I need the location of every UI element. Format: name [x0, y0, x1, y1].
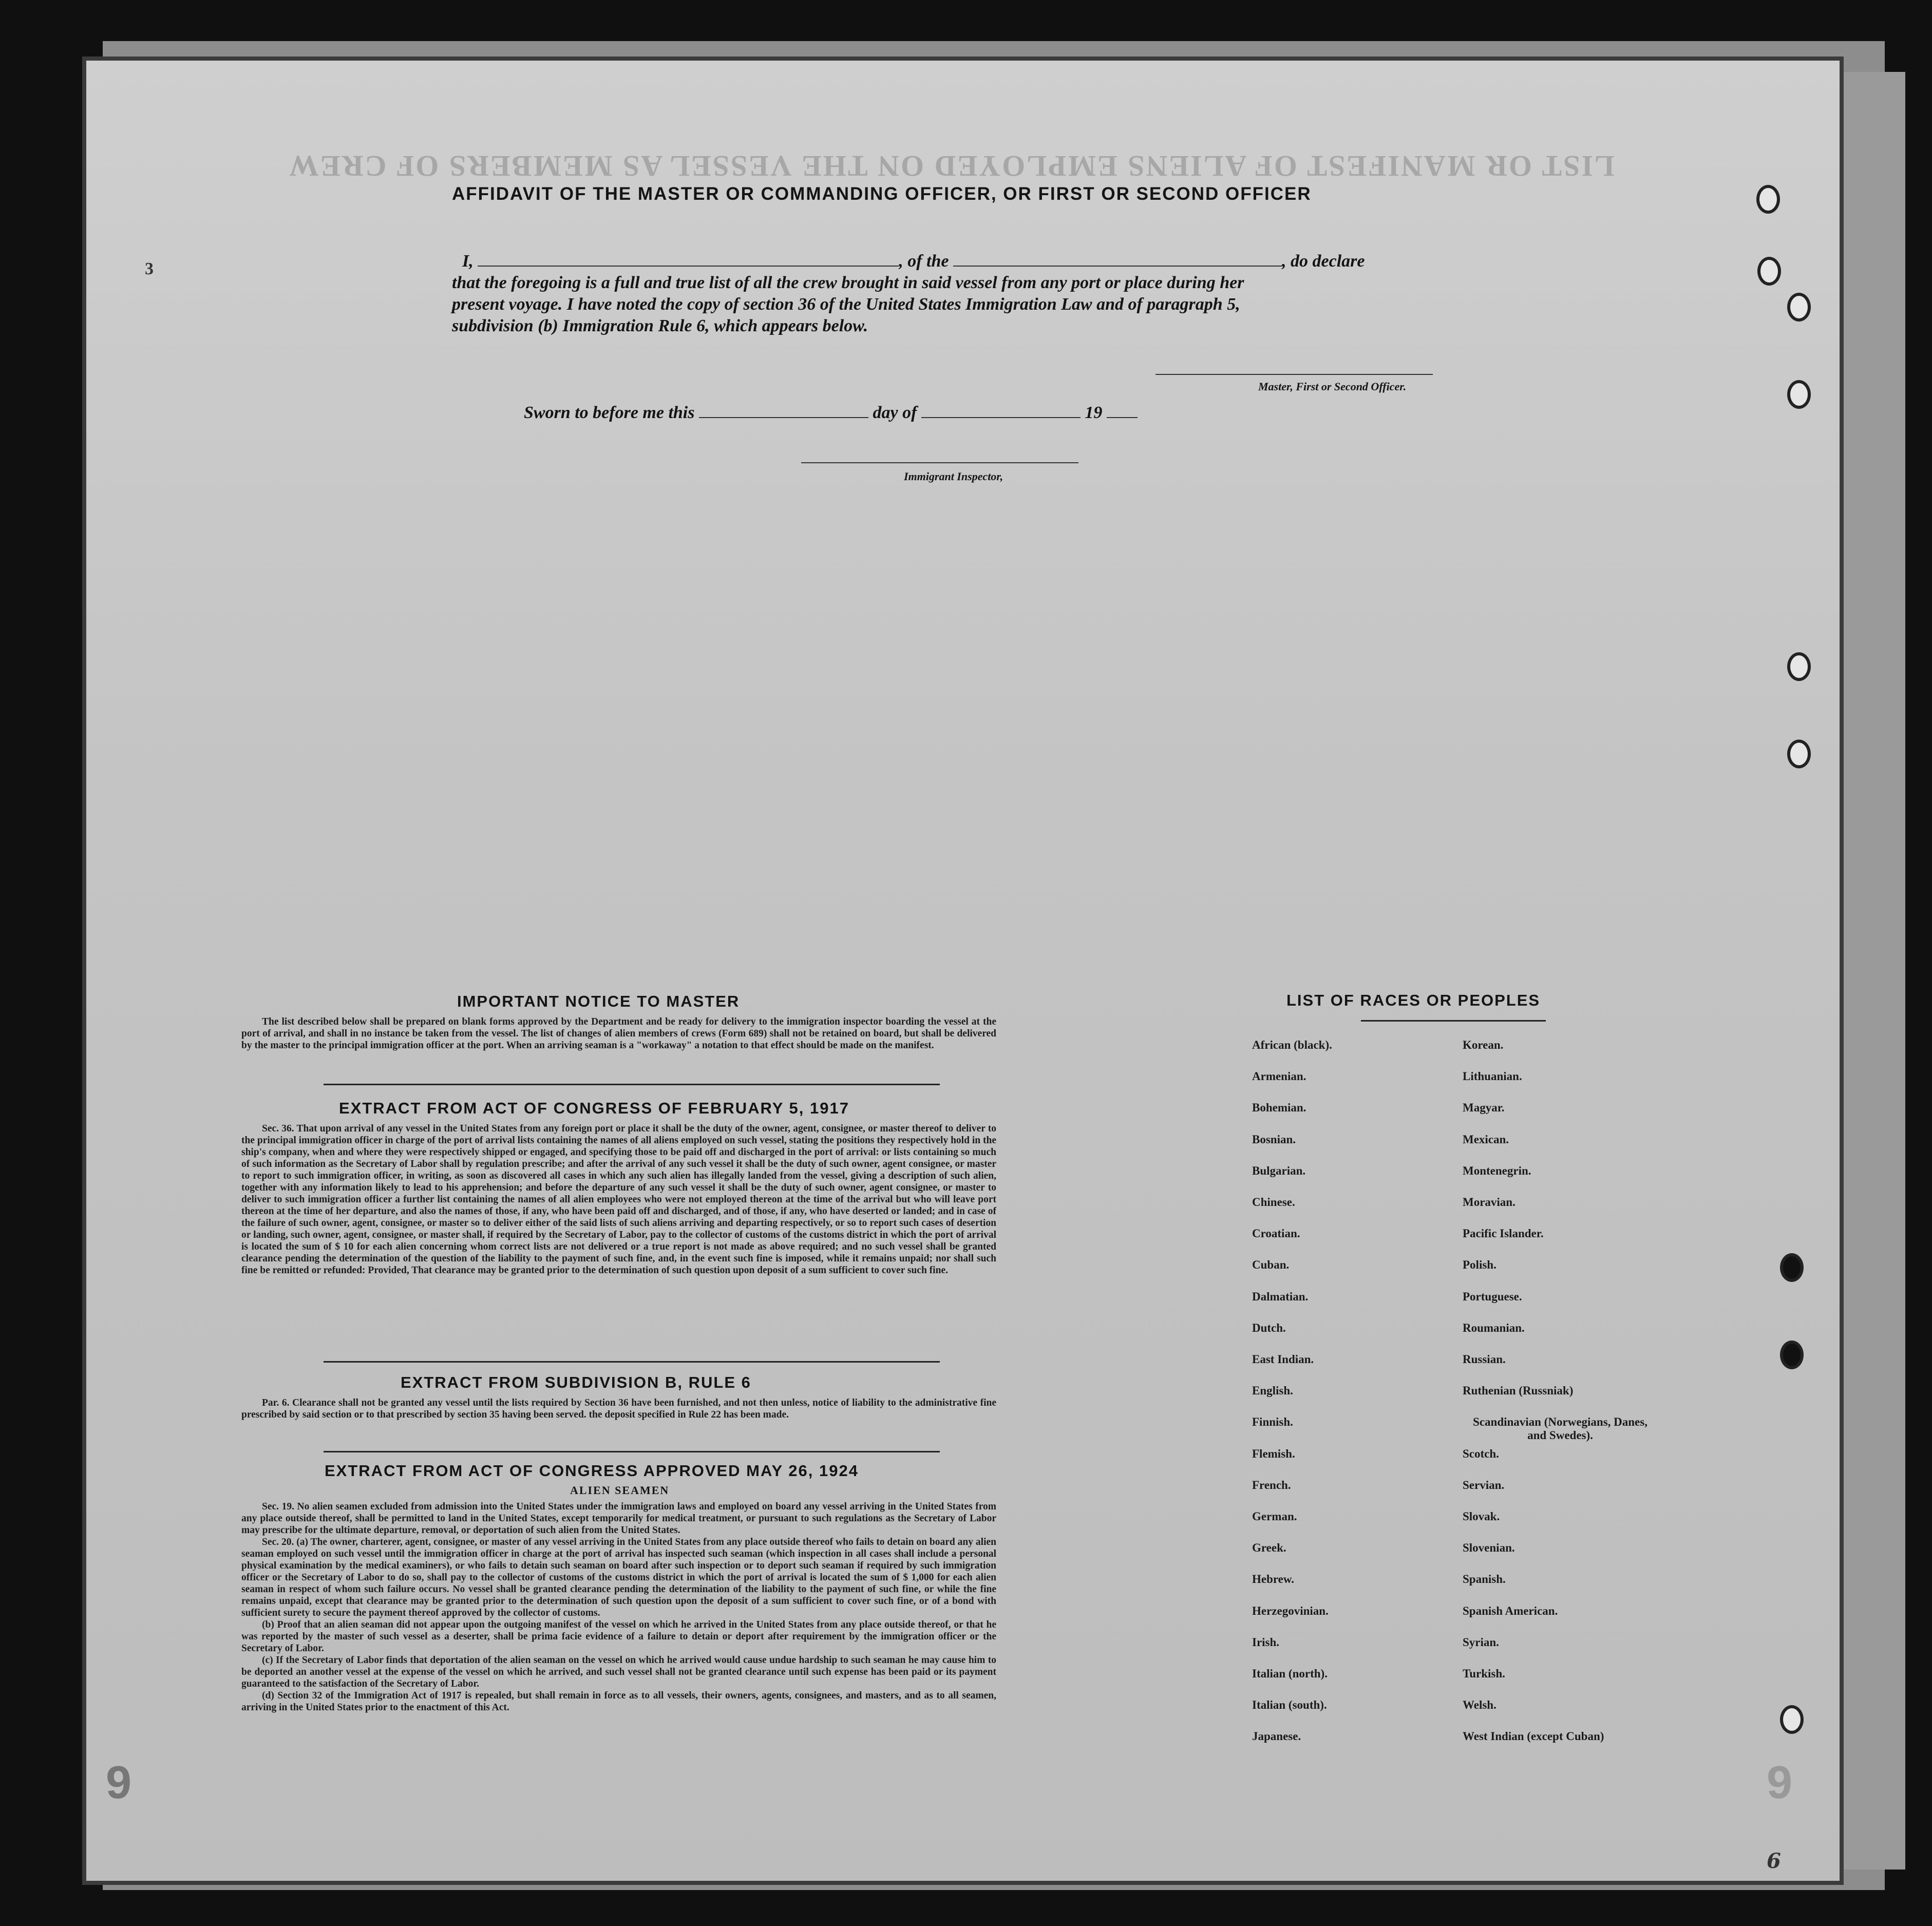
punch-hole: [1780, 1253, 1804, 1282]
race-item: English.: [1252, 1384, 1293, 1398]
race-item: Flemish.: [1252, 1447, 1295, 1460]
extract-1917-title: EXTRACT FROM ACT OF CONGRESS OF FEBRUARY 5, 1917: [339, 1099, 849, 1117]
punch-hole: [1787, 293, 1811, 322]
race-item: Japanese.: [1252, 1730, 1301, 1743]
sec20a-paragraph: Sec. 20. (a) The owner, charterer, agent, consignee, or master of any vessel arriving in the United States from any place outside thereof who fails to detain on board any alien seaman employed on such vessel until the immigration officer in charge at the port of arrival has inspected such seaman (which inspection in all cases shall include a personal physical examination by the medical examiners), or who fails to detain such seaman on board after such inspection or to deport such seaman if required by such immigration officer or the Secretary of Labor to do so, shall pay to the collector of customs of the customs district in which the port of arrival is located the sum of $ 1,000 for each alien seaman in respect of whom such failure occurs. No vessel shall be granted clearance pending the determination of the liability to the payment of such fine, or while the fine remains unpaid, except that clearance may be granted prior to the determination of such question upon the deposit of a sum sufficient to cover such fine, or of a bond with sufficient surety to secure the payment thereof approved by the collector of customs.: [241, 1537, 996, 1618]
race-item: Korean.: [1463, 1038, 1504, 1051]
sec20c-paragraph: (c) If the Secretary of Labor finds that deportation of the alien seaman on the vessel on which he arrived would cause undue hardship to such seaman he may cause him to be deported an another vessel at the expense of the vessel on which he arrived, and such vessel shall not be granted clearance until such expense has been paid or its payment guaranteed to the satisfaction of the Secretary of Labor.: [241, 1655, 996, 1689]
race-item: Spanish American.: [1463, 1604, 1558, 1617]
margin-mark: 3: [145, 259, 154, 278]
race-item: Croatian.: [1252, 1227, 1300, 1240]
rule6-text: [241, 1397, 996, 1421]
race-item: East Indian.: [1252, 1353, 1314, 1366]
race-item: Dutch.: [1252, 1321, 1286, 1334]
race-item: Russian.: [1463, 1353, 1506, 1366]
race-item: Finnish.: [1252, 1415, 1293, 1429]
corner-note: 6: [1767, 1849, 1781, 1873]
race-item: Turkish.: [1463, 1667, 1505, 1680]
race-item: Greek.: [1252, 1541, 1286, 1555]
race-item: Scandinavian (Norwegians, Danes, and Swedes).: [1473, 1415, 1647, 1442]
rule6-paragraph: Par. 6. Clearance shall not be granted any vessel until the lists required by Section 36 have been furnished, and not then unless, notice of liability to the administrative fine prescribed by said section or to that prescribed by section 35 having been served. the deposit specified in Rule 22 has been made.: [241, 1398, 996, 1420]
affidavit-title: AFFIDAVIT OF THE MASTER OR COMMANDING OFFICER, OR FIRST OR SECOND OFFICER: [452, 184, 1312, 204]
sworn-line: [524, 403, 1138, 423]
race-item: Bulgarian.: [1252, 1164, 1306, 1177]
race-item: Dalmatian.: [1252, 1290, 1309, 1303]
bleed-through-heading: LIST OR MANIFEST OF ALIENS EMPLOYED ON THE VESSEL AS MEMBERS OF CREW: [288, 149, 1615, 183]
sworn-year: 19: [1085, 403, 1103, 422]
affidavit-line-4: subdivision (b) Immigration Rule 6, which appears below.: [452, 316, 868, 335]
notice-title: IMPORTANT NOTICE TO MASTER: [457, 992, 740, 1010]
race-item: Servian.: [1463, 1478, 1505, 1491]
race-item: Italian (south).: [1252, 1698, 1327, 1712]
race-item: Hebrew.: [1252, 1573, 1294, 1586]
section-divider: [324, 1084, 940, 1085]
inspector-signature-line[interactable]: [801, 462, 1078, 463]
sworn-prefix: Sworn to before me this: [524, 403, 695, 422]
race-item: Welsh.: [1463, 1698, 1497, 1712]
punch-hole: [1780, 1705, 1804, 1734]
punch-hole: [1787, 380, 1811, 409]
race-item: Scotch.: [1463, 1447, 1499, 1460]
race-item: African (black).: [1252, 1038, 1332, 1051]
race-item: Polish.: [1463, 1258, 1497, 1272]
race-item: Portuguese.: [1463, 1290, 1522, 1303]
sworn-day-of: day of: [873, 403, 917, 422]
race-item: Mexican.: [1463, 1132, 1509, 1146]
extract-1917-text: [241, 1123, 996, 1276]
affidavit-declaration-line: [462, 252, 1365, 271]
race-item: Ruthenian (Russniak): [1463, 1384, 1574, 1398]
race-item: Bosnian.: [1252, 1132, 1296, 1146]
punch-hole: [1787, 652, 1811, 681]
race-item: Spanish.: [1463, 1573, 1506, 1586]
sworn-date-blank[interactable]: [699, 404, 868, 418]
extract-1924-title: EXTRACT FROM ACT OF CONGRESS APPROVED MAY 26, 1924: [325, 1462, 859, 1480]
affidavit-line-2: that the foregoing is a full and true list of all the crew brought in said vessel from any port or place during her: [452, 273, 1244, 292]
affidavit-i: I,: [462, 252, 473, 271]
punch-hole: [1780, 1340, 1804, 1369]
punch-hole: [1757, 257, 1781, 286]
extract-1917-paragraph: Sec. 36. That upon arrival of any vessel in the United States from any foreign port or place it shall be the duty of the owner, agent, consignee, or master thereof to deliver to the principal immigration officer in charge of the port of arrival lists containing the names of all aliens employed on such vessel, stating the positions they respectively hold in the ship's company, when and where they were respectively shipped or engaged, and specifying those to be paid off and discharged in the port of arrival: or lists containing so much of such information as the Secretary of Labor shall by regulation prescribe; and after the arrival of any such vessel it shall be the duty of such owner, agent consignee, or master to report to such immigration officer, in writing, as soon as discovered all cases in which any such alien has illegally landed from the vessel, giving a description of such alien, together with any information likely to lead to his apprehension; and before the departure of any such vessel it shall be the duty of such owner, agent consignee, or master to deliver to such immigration officer a further list containing the names of all alien employees who were not employed thereon at the time of the arrival but who will leave port thereon at the time of her departure, and also the names of those, if any, who have been paid off and discharged, and of those, if any, who have deserted or landed; and in case of the failure of such owner, agent, consignee, or master so to deliver either of the said lists of such aliens arriving and departing respectively, or so to report such cases of desertion or landing, such owner, agent, consignee, or master shall, if required by the Secretary of Labor, pay to the collector of customs of the customs district in which the port of arrival is located the sum of $ 10 for each alien concerning whom correct lists are not delivered or a true report is not made as above required; and no such vessel shall be granted clearance pending the determination of the question of the liability to the payment of such fine, and, in the event such fine is imposed, while it remains unpaid; nor shall such fine be remitted or refunded: Provided, That clearance may be granted prior to the determination of such question upon deposit of a sum sufficient to cover such fine.: [241, 1123, 996, 1276]
race-item: Montenegrin.: [1463, 1164, 1531, 1177]
extract-1924-text: [241, 1501, 996, 1713]
race-item: Pacific Islander.: [1463, 1227, 1544, 1240]
vessel-name-blank[interactable]: [953, 252, 1282, 267]
notice-text: [241, 1016, 996, 1051]
race-item: Syrian.: [1463, 1635, 1499, 1649]
sec19-paragraph: Sec. 19. No alien seamen excluded from admission into the United States under the immigration laws and employed on board any vessel arriving in the United States from any place outside thereof, shall be permitted to land in the United States, except temporarily for medical treatment, or pursuant to such regulations as the Secretary of Labor may prescribe for the ultimate departure, removal, or deportation of such alien from the United States.: [241, 1501, 996, 1536]
race-item: Slovak.: [1463, 1510, 1500, 1523]
race-item: West Indian (except Cuban): [1463, 1730, 1604, 1743]
section-divider: [324, 1451, 940, 1452]
race-item: Roumanian.: [1463, 1321, 1525, 1334]
sec20b-paragraph: (b) Proof that an alien seaman did not appear upon the outgoing manifest of the vessel on which he arrived in the United States from any place outside thereof, or that he was reported by the master of such vessel as a deserter, shall be prima facie evidence of a failure to detain or deport after requirement by the immigration officer or the Secretary of Labor.: [241, 1619, 996, 1654]
race-item: Magyar.: [1463, 1101, 1505, 1115]
punch-hole: [1756, 185, 1780, 214]
races-title-underline: [1361, 1020, 1546, 1022]
race-item: Armenian.: [1252, 1070, 1306, 1083]
race-item: German.: [1252, 1510, 1297, 1523]
sworn-month-blank[interactable]: [921, 404, 1081, 418]
officer-name-blank[interactable]: [478, 252, 899, 267]
corner-number-left: 9: [106, 1757, 132, 1808]
sec20d-paragraph: (d) Section 32 of the Immigration Act of 1917 is repealed, but shall remain in force as to all vessels, their owners, agents, consignees, and masters, and as to all seamen, arriving in the United States prior to the enactment of this Act.: [241, 1690, 996, 1713]
section-divider: [324, 1361, 940, 1363]
race-item: Chinese.: [1252, 1196, 1295, 1209]
master-signature-label: Master, First or Second Officer.: [1258, 380, 1407, 393]
race-item: French.: [1252, 1478, 1291, 1491]
race-item: Cuban.: [1252, 1258, 1290, 1272]
races-title: LIST OF RACES OR PEOPLES: [1286, 991, 1541, 1009]
sworn-year-blank[interactable]: [1107, 404, 1138, 418]
affidavit-do-declare: , do declare: [1282, 252, 1365, 271]
affidavit-line-3: present voyage. I have noted the copy of section 36 of the United States Immigration Law and of paragraph 5,: [452, 295, 1240, 314]
punch-hole: [1787, 740, 1811, 768]
page-edge-strip: [1844, 72, 1905, 1870]
race-item: Moravian.: [1463, 1196, 1516, 1209]
race-item: Slovenian.: [1463, 1541, 1515, 1555]
inspector-signature-label: Immigrant Inspector,: [904, 470, 1003, 483]
notice-paragraph: The list described below shall be prepared on blank forms approved by the Department and be ready for delivery to the immigration inspector boarding the vessel at the port of arrival, and shall in no instance be taken from the vessel. The list of changes of alien members of crews (Form 689) shall not be retained on board, but shall be delivered by the master to the principal immigration officer at the port. When an arriving seaman is a "workaway" a notation to that effect should be made on the manifest.: [241, 1016, 996, 1051]
corner-number-right: 9: [1767, 1757, 1793, 1808]
race-item: Italian (north).: [1252, 1667, 1328, 1680]
race-item: Lithuanian.: [1463, 1070, 1522, 1083]
race-item: Irish.: [1252, 1635, 1280, 1649]
affidavit-of-the: , of the: [899, 252, 949, 271]
rule6-title: EXTRACT FROM SUBDIVISION B, RULE 6: [401, 1373, 751, 1391]
race-item: Bohemian.: [1252, 1101, 1306, 1115]
master-signature-line[interactable]: [1156, 374, 1433, 375]
race-item: Herzegovinian.: [1252, 1604, 1329, 1617]
extract-1924-subtitle: ALIEN SEAMEN: [570, 1484, 670, 1497]
